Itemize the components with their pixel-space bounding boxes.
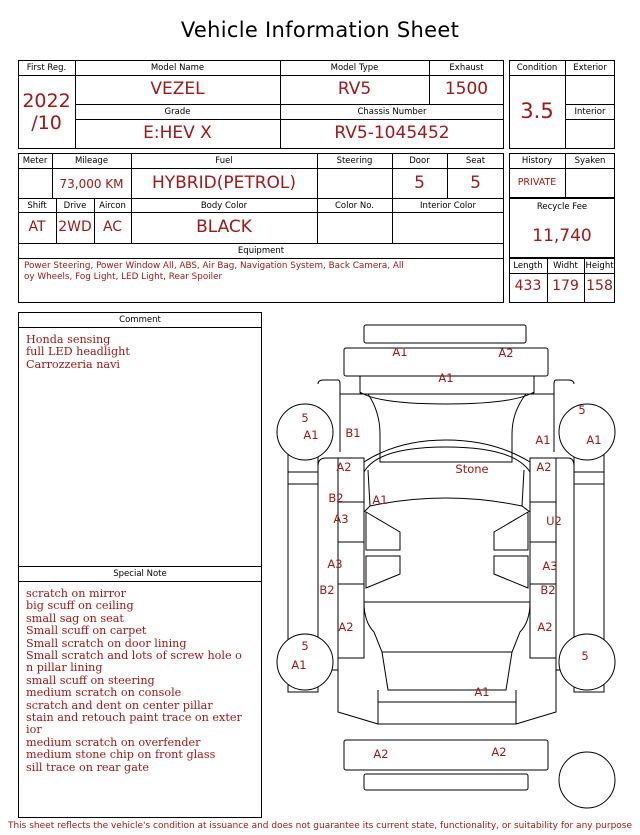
comment-label: Comment — [119, 315, 161, 325]
left-fender-code: B1 — [345, 426, 361, 440]
right-a-pillar-code: A2 — [536, 460, 552, 474]
first-reg-value: 2022 /10 — [22, 90, 71, 134]
color-no-label: Color No. — [334, 201, 374, 211]
special-note-label: Special Note — [113, 569, 167, 579]
right-rear-door-code-1: A3 — [542, 559, 558, 573]
shift-value: AT — [28, 219, 46, 235]
chassis-value: RV5-1045452 — [334, 123, 450, 143]
windshield-left-code: A1 — [372, 493, 388, 507]
windshield-code: Stone — [455, 462, 489, 476]
model-type-label: Model Type — [330, 63, 379, 73]
front-bumper-left-code: A1 — [392, 345, 408, 359]
left-a-pillar-code: A2 — [336, 460, 352, 474]
wheels — [277, 404, 615, 808]
condition-grade: 3.5 — [520, 99, 554, 123]
rear-bumper-right-code: A2 — [491, 745, 507, 759]
fuel-label: Fuel — [215, 156, 233, 166]
model-type-value: RV5 — [337, 79, 372, 99]
front-bumper — [344, 325, 548, 376]
drive-value: 2WD — [58, 219, 92, 235]
right-front-door-code-1: U2 — [546, 514, 562, 528]
chassis-label: Chassis Number — [357, 107, 427, 117]
rear-bumper-left-code: A2 — [373, 747, 389, 761]
car-damage-diagram — [268, 322, 626, 818]
comment-text: Honda sensing full LED headlight Carrozzeria navi — [26, 333, 130, 371]
rear-left-wheel-code: A1 — [291, 658, 307, 672]
length-value: 433 — [514, 278, 542, 294]
grade-label: Grade — [164, 107, 191, 117]
model-name-label: Model Name — [150, 63, 205, 73]
recycle-value: 11,740 — [532, 226, 592, 246]
aircon-label: Aircon — [99, 201, 126, 211]
history-value: PRIVATE — [517, 177, 557, 188]
front-bumper-right-code: A2 — [498, 346, 514, 360]
door-value: 5 — [414, 173, 425, 193]
exterior-label: Exterior — [573, 63, 607, 73]
front-left-wheel-num: 5 — [301, 411, 309, 425]
condition-label: Condition — [516, 63, 558, 73]
steering-label: Steering — [336, 156, 373, 166]
right-quarter-code: A2 — [537, 620, 553, 634]
front-right-wheel-num: 5 — [578, 403, 586, 417]
rear-left-wheel-num: 5 — [301, 639, 309, 653]
interior-color-label: Interior Color — [420, 201, 476, 211]
model-name-value: VEZEL — [150, 79, 205, 99]
shift-label: Shift — [27, 201, 47, 211]
left-rear-door-code-2: B2 — [319, 583, 335, 597]
seat-label: Seat — [465, 156, 486, 166]
right-fender-code: A1 — [535, 433, 551, 447]
disclaimer-footer: This sheet reflects the vehicle's condition at issuance and does not guarantee its current state, functionality, or suitability for any purpose — [7, 821, 633, 831]
interior-label: Interior — [574, 107, 606, 117]
height-label: Height — [585, 261, 614, 271]
fuel-value: HYBRID(PETROL) — [151, 173, 297, 193]
special-note-text: scratch on mirror big scuff on ceiling small sag on seat Small scuff on carpet Small scratch on door lining Small scratch and lots of screw hole o n pillar lining small scuff on steering medium scratch on console scratch and dent on center pillar stain and retouch paint trace on exter ior medium scratch on overfender medium stone chip on front glass sill trace on rear gate — [26, 587, 242, 774]
right-rear-door-code-2: B2 — [540, 583, 556, 597]
rear-right-wheel-num: 5 — [581, 649, 589, 663]
equipment-label: Equipment — [237, 246, 285, 256]
seat-value: 5 — [470, 173, 481, 193]
body-color-value: BLACK — [196, 217, 252, 237]
left-front-door-code-2: A3 — [333, 512, 349, 526]
front-right-wheel-code: A1 — [586, 433, 602, 447]
front-left-wheel-code: A1 — [303, 428, 319, 442]
left-front-door-code-1: B2 — [328, 491, 344, 505]
width-value: 179 — [552, 278, 579, 294]
door-label: Door — [409, 156, 430, 166]
syaken-label: Syaken — [574, 156, 606, 166]
length-label: Length — [513, 261, 543, 271]
mileage-value: 73,000 KM — [59, 177, 124, 191]
drive-label: Drive — [63, 201, 87, 211]
left-rear-door-code-1: A3 — [327, 557, 343, 571]
rear-gate-code: A1 — [474, 685, 490, 699]
body-color-label: Body Color — [200, 201, 248, 211]
history-label: History — [521, 156, 553, 166]
width-label: Widht — [553, 261, 578, 271]
hood-code: A1 — [438, 371, 454, 385]
left-quarter-code: A2 — [338, 620, 354, 634]
page-title: Vehicle Information Sheet — [180, 18, 460, 42]
grade-value: E:HEV X — [143, 123, 212, 143]
height-value: 158 — [586, 278, 613, 294]
mileage-label: Mileage — [74, 156, 109, 166]
equipment-value: Power Steering, Power Window All, ABS, Air Bag, Navigation System, Back Camera, All oy Wheels, Fog Light, LED Light, Rear Spoiler — [24, 261, 404, 282]
exhaust-value: 1500 — [444, 79, 489, 99]
first-reg-label: First Reg. — [26, 63, 67, 73]
recycle-label: Recycle Fee — [536, 202, 588, 212]
car-body-outline — [288, 380, 604, 724]
meter-label: Meter — [22, 156, 48, 166]
aircon-value: AC — [102, 219, 123, 235]
exhaust-label: Exhaust — [449, 63, 484, 73]
